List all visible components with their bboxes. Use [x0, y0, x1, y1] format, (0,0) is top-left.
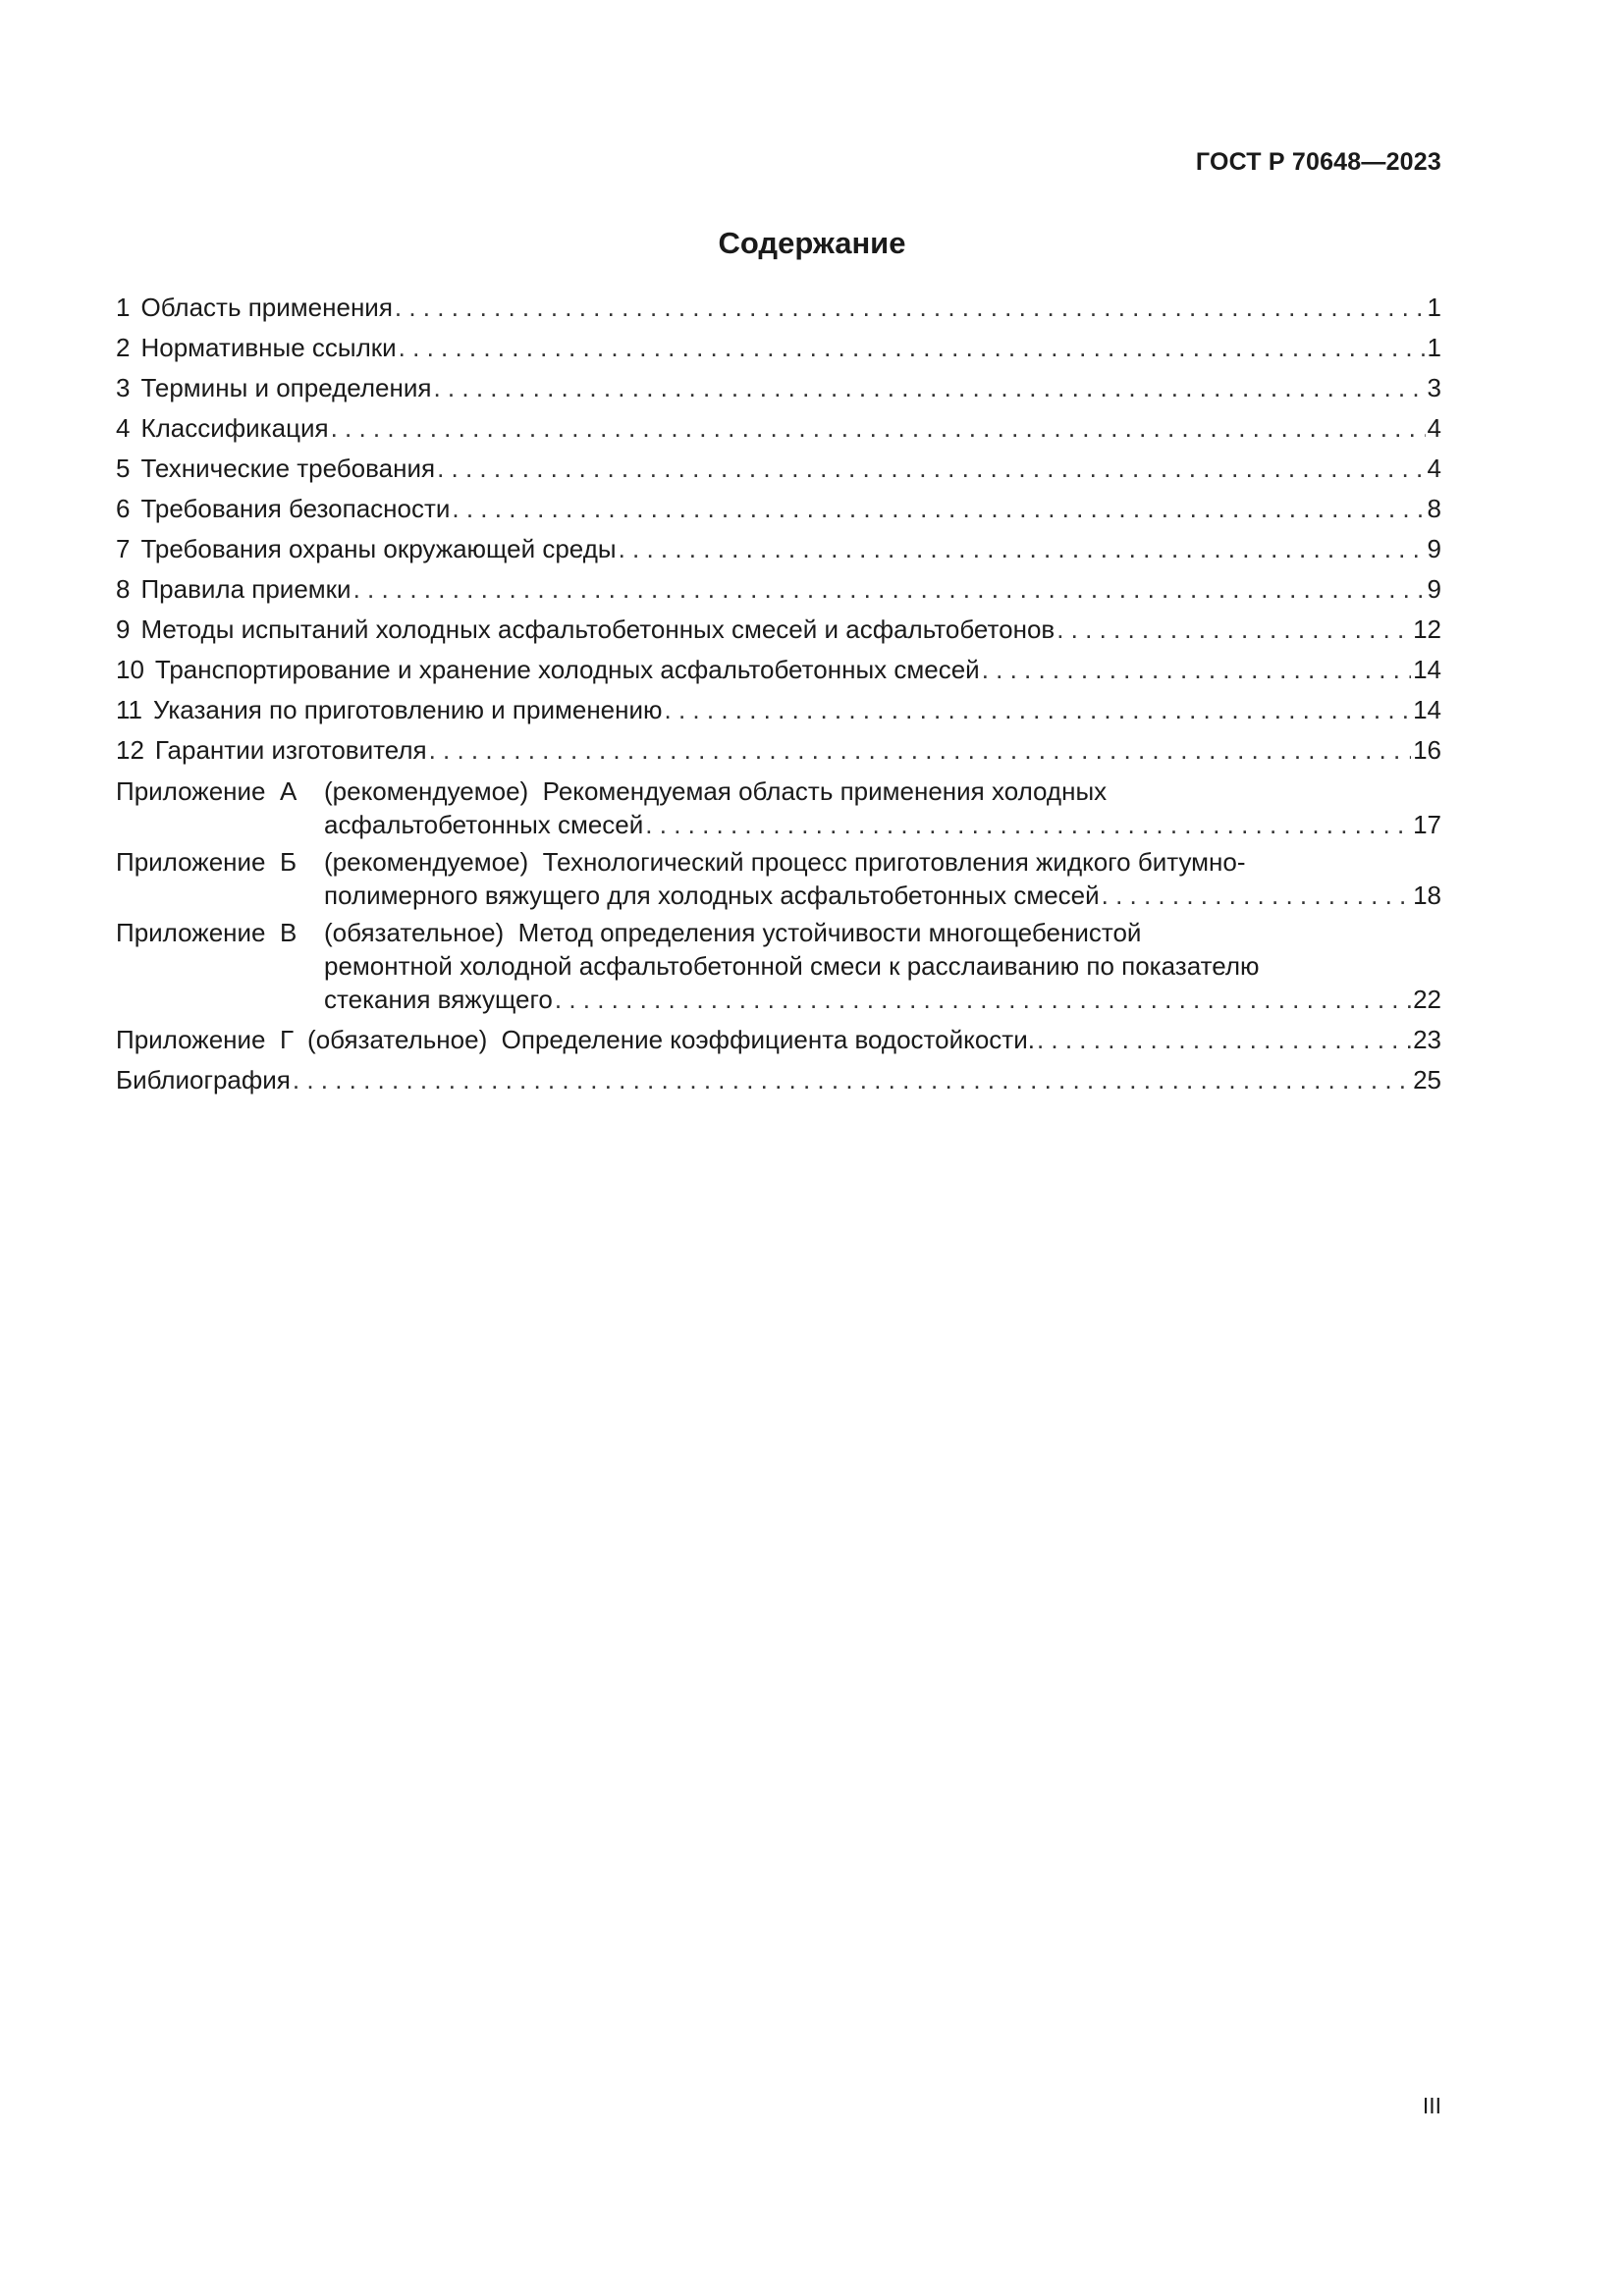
- toc-entry-page: 22: [1413, 985, 1441, 1014]
- toc-entry-section[interactable]: [116, 650, 1441, 690]
- leader-dots: [555, 983, 1411, 1016]
- toc-entry-label: Приложение В: [116, 918, 298, 947]
- toc-entry-appendix-g[interactable]: [116, 1020, 1441, 1060]
- toc-entry-section[interactable]: [116, 690, 1441, 730]
- toc-entry-number: 1: [116, 293, 131, 322]
- toc-entry-page: 12: [1413, 614, 1441, 644]
- toc-entry-title: (рекомендуемое) Рекомендуемая область применения холодных: [324, 776, 1108, 806]
- table-of-contents: [116, 288, 1441, 1100]
- toc-entry-title-continued: ремонтной холодной асфальтобетонной смеси к расслаиванию по показателю: [324, 951, 1260, 981]
- leader-dots: [665, 690, 1412, 730]
- toc-entry-number: 8: [116, 574, 131, 604]
- leader-dots: [619, 529, 1426, 569]
- leader-dots: [452, 489, 1425, 529]
- toc-entry-number: 6: [116, 494, 131, 523]
- toc-entry-section[interactable]: [116, 529, 1441, 569]
- page-number: III: [1422, 2093, 1441, 2118]
- toc-entry-page: 16: [1413, 735, 1441, 765]
- toc-entry-section[interactable]: [116, 368, 1441, 408]
- toc-entry-title: Библиография: [116, 1065, 291, 1095]
- toc-entry-appendix[interactable]: [116, 916, 1441, 1016]
- toc-entry-title-end: асфальтобетонных смесей: [324, 810, 644, 839]
- toc-entry-section[interactable]: [116, 730, 1441, 771]
- toc-entry-title: Правила приемки: [140, 574, 352, 604]
- toc-entry-title: Методы испытаний холодных асфальтобетонных смесей и асфальтобетонов: [140, 614, 1056, 644]
- toc-entry-page: 4: [1427, 413, 1441, 443]
- toc-entry-number: 11: [116, 695, 142, 724]
- toc-entry-page: 14: [1413, 695, 1441, 724]
- toc-entry-page: 4: [1427, 454, 1441, 483]
- toc-entry-title: Область применения: [140, 293, 393, 322]
- toc-entry-label: Приложение Б: [116, 847, 298, 877]
- toc-entry-page: 9: [1427, 534, 1441, 563]
- toc-entry-page: 25: [1413, 1065, 1441, 1095]
- toc-entry-page: 18: [1413, 881, 1441, 910]
- toc-entry-section[interactable]: [116, 489, 1441, 529]
- toc-entry-title: Технические требования: [140, 454, 436, 483]
- standard-code: ГОСТ Р 70648—2023: [1195, 148, 1441, 176]
- toc-entry-title: Указания по приготовлению и применению: [153, 695, 663, 724]
- toc-entry-section[interactable]: [116, 610, 1441, 650]
- toc-entry-title: Термины и определения: [140, 373, 432, 402]
- leader-dots: [429, 730, 1412, 771]
- toc-entry-number: 7: [116, 534, 131, 563]
- leader-dots: [433, 368, 1425, 408]
- toc-entry-section[interactable]: [116, 328, 1441, 368]
- toc-entry-appendix[interactable]: [116, 845, 1441, 912]
- toc-entry-title-end: стекания вяжущего: [324, 985, 553, 1014]
- leader-dots: [1102, 879, 1411, 912]
- toc-entry-number: 9: [116, 614, 131, 644]
- leader-dots: [1056, 610, 1411, 650]
- toc-entry-title: Требования охраны окружающей среды: [140, 534, 617, 563]
- leader-dots: [395, 288, 1426, 328]
- leader-dots: [1037, 1020, 1411, 1060]
- leader-dots: [437, 449, 1425, 489]
- toc-entry-title: Гарантии изготовителя: [154, 735, 427, 765]
- toc-entry-page: 17: [1413, 810, 1441, 839]
- leader-dots: [982, 650, 1411, 690]
- toc-entry-page: 8: [1427, 494, 1441, 523]
- toc-entry-title-end: полимерного вяжущего для холодных асфальтобетонных смесей: [324, 881, 1100, 910]
- toc-entry-number: 3: [116, 373, 131, 402]
- toc-entry-label: Приложение А: [116, 776, 298, 806]
- toc-entry-number: 4: [116, 413, 131, 443]
- toc-entry-title: Классификация: [140, 413, 329, 443]
- toc-entry-page: 3: [1427, 373, 1441, 402]
- toc-entry-section[interactable]: [116, 569, 1441, 610]
- leader-dots: [399, 328, 1426, 368]
- toc-entry-page: 1: [1427, 333, 1441, 362]
- toc-entry-section[interactable]: [116, 449, 1441, 489]
- leader-dots: [353, 569, 1426, 610]
- toc-entry-title: (обязательное) Определение коэффициента водостойкости.: [307, 1025, 1035, 1054]
- toc-entry-title: Требования безопасности: [140, 494, 451, 523]
- toc-entry-page: 14: [1413, 655, 1441, 684]
- toc-entry-number: 10: [116, 655, 144, 684]
- toc-entry-appendix[interactable]: [116, 774, 1441, 841]
- toc-entry-title: Нормативные ссылки: [140, 333, 397, 362]
- leader-dots: [645, 808, 1411, 841]
- toc-entry-title: (обязательное) Метод определения устойчивости многощебенистой: [324, 918, 1142, 947]
- toc-entry-page: 9: [1427, 574, 1441, 604]
- leader-dots: [331, 408, 1426, 449]
- toc-entry-label: Приложение Г: [116, 1025, 295, 1054]
- toc-title: Содержание: [718, 226, 906, 260]
- toc-entry-page: 23: [1413, 1025, 1441, 1054]
- leader-dots: [293, 1060, 1411, 1100]
- toc-entry-bibliography[interactable]: [116, 1060, 1441, 1100]
- toc-entry-number: 2: [116, 333, 131, 362]
- toc-entry-title: (рекомендуемое) Технологический процесс приготовления жидкого битумно-: [324, 847, 1246, 877]
- toc-entry-number: 5: [116, 454, 131, 483]
- toc-entry-title: Транспортирование и хранение холодных асфальтобетонных смесей: [154, 655, 980, 684]
- toc-entry-section[interactable]: [116, 288, 1441, 328]
- toc-entry-section[interactable]: [116, 408, 1441, 449]
- toc-entry-page: 1: [1427, 293, 1441, 322]
- toc-entry-number: 12: [116, 735, 144, 765]
